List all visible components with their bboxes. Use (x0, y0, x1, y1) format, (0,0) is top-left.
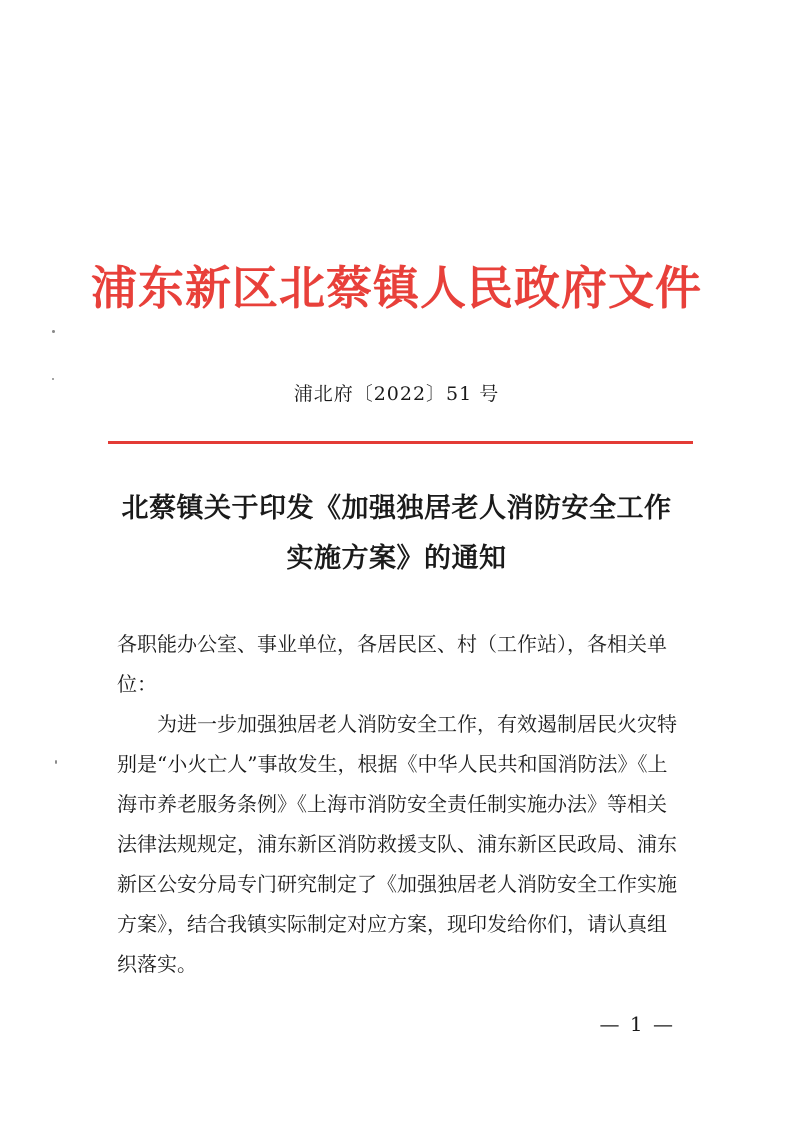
body-paragraph (117, 704, 702, 984)
body-line: 海市养老服务条例》《上海市消防安全责任制实施办法》等相关 (117, 792, 667, 816)
document-title (100, 484, 693, 584)
title-line: 实施方案》的通知 (286, 543, 507, 574)
body-line: 新区公安分局专门研究制定了《加强独居老人消防安全工作实施 (117, 872, 677, 896)
issuing-authority-header: 浦东新区北蔡镇人民政府文件 (91, 261, 702, 315)
salutation-line: 各职能办公室、事业单位，各居民区、村（工作站），各相关单 (117, 632, 667, 656)
body-line: 方案》，结合我镇实际制定对应方案，现印发给你们，请认真组 (117, 912, 667, 936)
body-line: 别是“小火亡人”事故发生，根据《中华人民共和国消防法》《上 (117, 752, 668, 776)
page-number: — 1 — (599, 1012, 675, 1036)
salutation-line: 位： (117, 672, 157, 696)
title-line: 北蔡镇关于印发《加强独居老人消防安全工作 (121, 493, 672, 524)
document-number: 浦北府〔2022〕51 号 (293, 383, 500, 405)
scan-speck (52, 378, 54, 380)
body-line: 织落实。 (117, 952, 197, 976)
red-separator-rule (108, 441, 693, 444)
scan-speck (55, 760, 57, 764)
body-line: 为进一步加强独居老人消防安全工作，有效遏制居民火灾特 (157, 712, 677, 736)
scan-speck (52, 330, 55, 333)
body-line: 法律法规规定，浦东新区消防救援支队、浦东新区民政局、浦东 (117, 832, 677, 856)
salutation (117, 624, 702, 704)
